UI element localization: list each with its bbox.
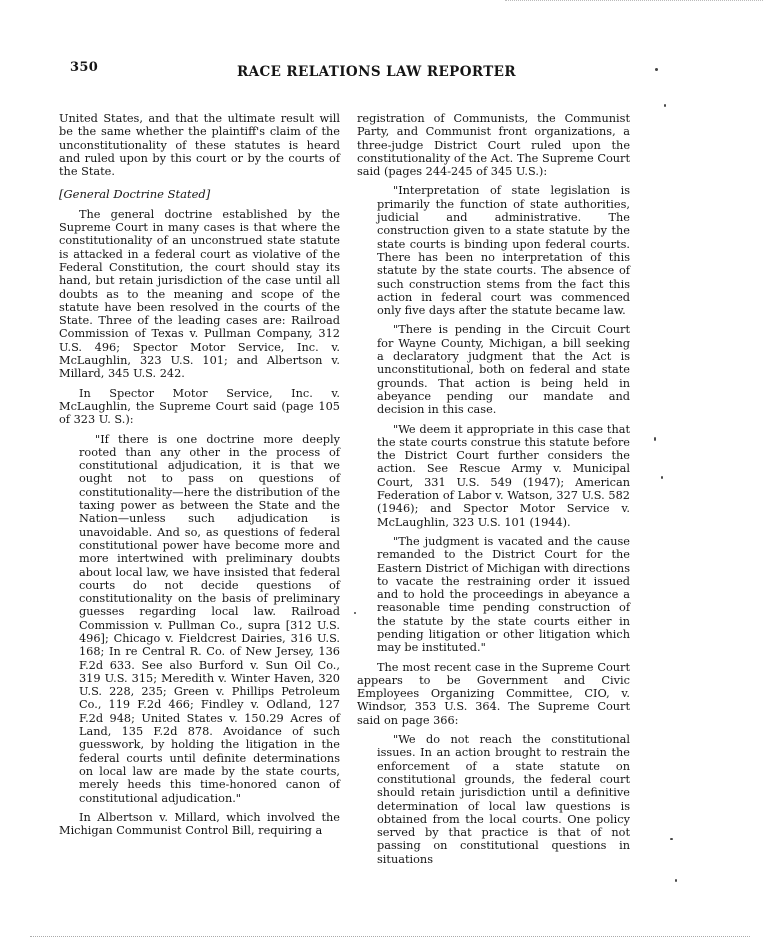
right-paragraph-2: The most recent case in the Supreme Court appears to be Government and Civic Employees Organizing Committee, CIO, v. Windsor, 353 U.S. 364. The Supreme Court said on page 366: <box>357 660 630 727</box>
scan-speck <box>670 838 673 840</box>
right-quote-1: "Interpretation of state legislation is primarily the function of state authorities, judicial and administrative. The construction given to a state statute by the state courts is binding upon federal courts. There has been no interpretation of this statute by the state courts. The absence of such construction stems from the fact this action in federal court was commenced only five days after the statute became law. <box>377 184 630 318</box>
left-quote-text: "If there is one doctrine more deeply rooted than any other in the process of constitutional adjudication, it is that we ought not to pass on questions of constitutionality—here the distribution of the taxing power as between the State and the Nation—unless such adjudication is unavoidable. And so, as questions of federal constitutional power have become more and more intertwined with preliminary doubts about local law, we have insisted that federal courts do not decide questions of constitutionality on the basis of preliminary guesses regarding local law. Railroad Commission v. Pullman Co., supra [312 U.S. 496]; Chicago v. Fieldcrest Dairies, 316 U.S. 168; In re Central R. Co. of New Jersey, 136 F.2d 633. See also Burford v. Sun Oil Co., 319 U.S. 315; Meredith v. Winter Haven, 320 U.S. 228, 235; Green v. Phillips Petroleum Co., 119 F.2d 466; Findley v. Odland, 127 F.2d 948; United States v. 150.29 Acres of Land, 135 F.2d 878. Avoidance of such guesswork, by holding the litigation in the federal courts until definite determinations on local law are made by the state courts, merely heeds this time-honored canon of constitutional adjudication." <box>79 432 340 805</box>
scan-speck <box>354 612 356 614</box>
scan-speck <box>675 879 677 882</box>
running-head: RACE RELATIONS LAW REPORTER <box>237 64 516 80</box>
page-number: 350 <box>70 60 99 75</box>
right-quote-4: "The judgment is vacated and the cause remanded to the District Court for the Eastern District of Michigan with directions to vacate the restraining order it issued and to hold the proceedings in abeyance a reasonable time pending construction of the statute by the state courts either in pending litigation or other litigation which may be instituted." <box>377 534 630 655</box>
right-quote-3: "We deem it appropriate in this case that the state courts construe this statute before the District Court further considers the action. See Rescue Army v. Municipal Court, 331 U.S. 549 (1947); American Federation of Labor v. Watson, 327 U.S. 582 (1946); and Spector Motor Service v. McLaughlin, 323 U.S. 101 (1944). <box>377 422 630 529</box>
scan-edge-bottom <box>30 936 750 937</box>
scan-speck <box>654 437 656 441</box>
scan-edge-top <box>505 0 763 5</box>
scan-speck <box>661 476 663 479</box>
right-column <box>357 112 630 872</box>
right-block-quote-2 <box>357 733 630 866</box>
scan-speck <box>655 68 658 71</box>
section-heading: [General Doctrine Stated] <box>59 187 211 202</box>
left-column <box>59 112 340 843</box>
left-block-quote <box>59 433 340 805</box>
right-paragraph-1: registration of Communists, the Communist Party, and Communist front organizations, a three-judge District Court ruled upon the constitutionality of the Act. The Supreme Court said (pages 244-245 of 345 U.S.): <box>357 112 630 179</box>
left-paragraph-1: United States, and that the ultimate result will be the same whether the plaintiff's claim of the unconstitutionality of these statutes is heard and ruled upon by this court or by the courts of the State. <box>59 112 340 179</box>
left-paragraph-3: In Spector Motor Service, Inc. v. McLaughlin, the Supreme Court said (page 105 of 323 U. S.): <box>59 386 340 427</box>
right-quote-2: "There is pending in the Circuit Court for Wayne County, Michigan, a bill seeking a declaratory judgment that the Act is unconstitutional, both on federal and state grounds. That action is being held in abeyance pending our mandate and decision in this case. <box>377 323 630 417</box>
scan-speck <box>664 104 666 107</box>
left-paragraph-4: In Albertson v. Millard, which involved the Michigan Communist Control Bill, requiring a <box>59 810 340 838</box>
right-block-quote-1 <box>357 184 630 654</box>
right-quote-5: "We do not reach the constitutional issues. In an action brought to restrain the enforcement of a state statute on constitutional grounds, the federal court should retain jurisdiction until a definitive determination of local law questions is obtained from the local courts. One policy served by that practice is that of not passing on constitutional questions in situations <box>377 733 630 866</box>
left-paragraph-2: The general doctrine established by the Supreme Court in many cases is that where the constitutionality of an unconstrued state statute is attacked in a federal court as violative of the Federal Constitution, the court should stay its hand, but retain jurisdiction of the case until all doubts as to the meaning and scope of the statute have been resolved in the courts of the State. Three of the leading cases are: Railroad Commission of Texas v. Pullman Company, 312 U.S. 496; Spector Motor Service, Inc. v. McLaughlin, 323 U.S. 101; and Albertson v. Millard, 345 U.S. 242. <box>59 207 340 381</box>
